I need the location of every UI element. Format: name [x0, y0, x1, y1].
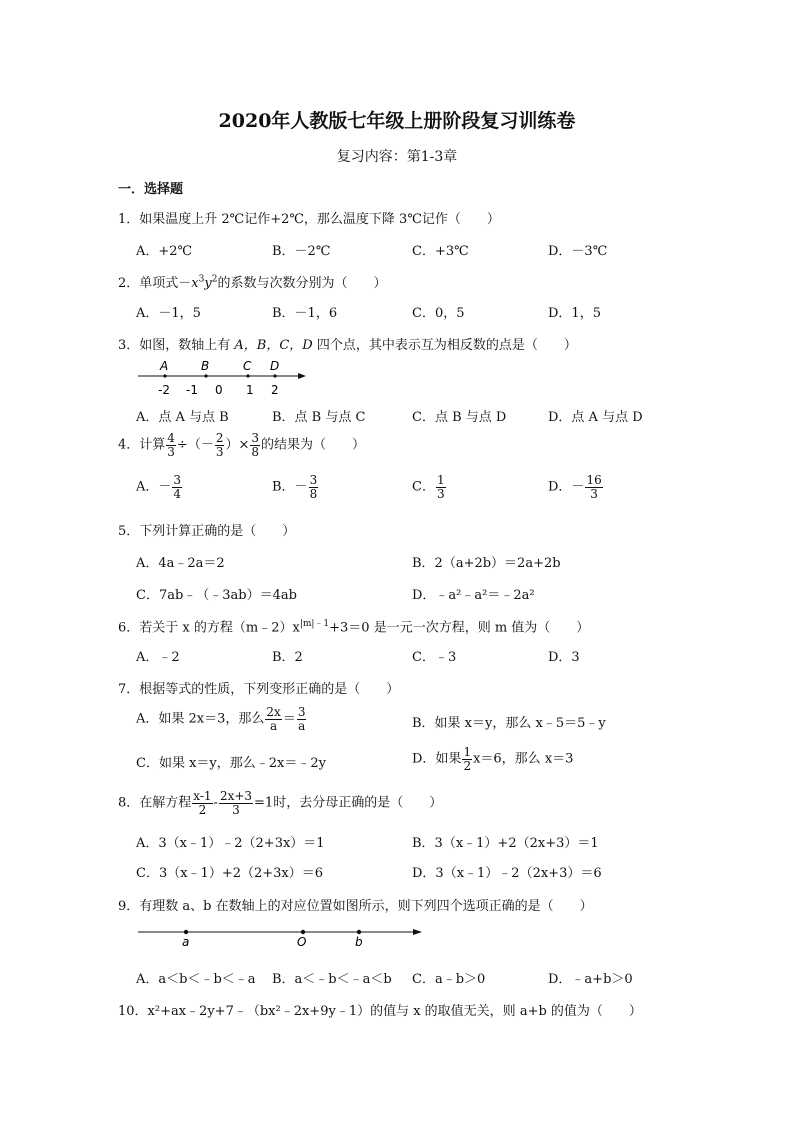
- q7-option-c[interactable]: C．如果 x＝y，那么﹣2x＝﹣2y: [136, 756, 326, 771]
- question-1: 1．如果温度上升 2℃记作+2℃，那么温度下降 3℃记作（ ）: [118, 212, 500, 227]
- q4-option-a[interactable]: A．－ $\frac{3}{4}$: [136, 473, 182, 501]
- q9-label-a: a: [182, 935, 190, 948]
- page-subtitle: 复习内容：第1-3章: [336, 149, 458, 165]
- q2-option-a[interactable]: A．－1，5: [136, 306, 201, 321]
- q8-option-d[interactable]: D．3（x﹣1）﹣2（2x+3）＝6: [412, 866, 602, 881]
- question-8: 8．在解方程 $\frac{x-1}{2}$ - $\frac{2x+3}{3}$ =1时，去分母正确的是（ ）: [118, 789, 443, 817]
- q4-option-d[interactable]: D．－ $\frac{16}{3}$: [548, 473, 602, 501]
- q3-option-d[interactable]: D．点 A 与点 D: [548, 410, 643, 425]
- q3-axis-arrow: [298, 373, 306, 379]
- q3-option-c[interactable]: C．点 B 与点 D: [412, 410, 507, 425]
- q9-axis-arrow: [413, 929, 422, 935]
- q5-option-d[interactable]: D．﹣a²﹣a²＝﹣2a²: [412, 588, 535, 603]
- q1-option-a[interactable]: A．+2℃: [136, 244, 193, 259]
- q3-number-line: [136, 356, 316, 400]
- q9-label-b: b: [355, 935, 363, 948]
- q8-option-b[interactable]: B．3（x﹣1）+2（2x+3）＝1: [412, 836, 599, 851]
- page-title: 2020年人教版七年级上册阶段复习训练卷: [218, 110, 576, 132]
- question-10: 10．x²+ax﹣2y+7﹣（bx²﹣2x+9y﹣1）的值与 x 的取值无关，则 a+b 的值为（ ）: [118, 1004, 642, 1019]
- question-7: 7．根据等式的性质，下列变形正确的是（ ）: [118, 682, 400, 697]
- q3-tick-2: 2: [271, 383, 279, 397]
- q3-point-d: [273, 374, 276, 377]
- q9-option-c[interactable]: C．a﹣b＞0: [412, 972, 486, 987]
- q9-label-o: O: [297, 935, 307, 948]
- q3-option-b[interactable]: B．点 B 与点 C: [272, 410, 366, 425]
- q1-option-b[interactable]: B．－2℃: [272, 244, 331, 259]
- q1-option-d[interactable]: D．－3℃: [548, 244, 608, 259]
- q6-option-d[interactable]: D．3: [548, 650, 580, 665]
- q5-option-a[interactable]: A．4a﹣2a＝2: [136, 556, 225, 571]
- q7-option-b[interactable]: B．如果 x＝y，那么 x﹣5＝5﹣y: [412, 716, 606, 731]
- question-6: 6．若关于 x 的方程$(m﹣2)x^{|m|﹣1}+3=0$ 是一元一次方程，则 m 值为（ ）: [118, 619, 590, 636]
- q3-point-b: [204, 374, 207, 377]
- q1-option-c[interactable]: C．+3℃: [412, 244, 469, 259]
- q2-option-d[interactable]: D．1，5: [548, 306, 601, 321]
- q3-label-c: C: [243, 359, 252, 373]
- question-4: 4．计算 $\frac{4}{3}$ ÷（－ $\frac{2}{3}$ ）× $\frac{3}{8}$ 的结果为（ ）: [118, 431, 366, 459]
- q3-point-a: [163, 374, 166, 377]
- q2-option-b[interactable]: B．－1，6: [272, 306, 338, 321]
- q4-fraction-1: $\frac{4}{3}$: [167, 431, 175, 459]
- question-2: 2．单项式$-x^3y^2$的系数与次数分别为（ ）: [118, 274, 387, 291]
- section-heading: 一．选择题: [118, 182, 184, 197]
- q9-option-b[interactable]: B．a＜﹣b＜﹣a＜b: [272, 972, 392, 987]
- q4-option-b[interactable]: B．－ $\frac{3}{8}$: [272, 473, 318, 501]
- q6-option-a[interactable]: A．﹣2: [136, 650, 180, 665]
- q3-label-d: D: [270, 359, 280, 373]
- q7-option-d[interactable]: D．如果 $\frac{1}{2}$ x＝6，那么 x＝3: [412, 745, 574, 773]
- q5-option-c[interactable]: C．7ab﹣（﹣3ab）＝4ab: [136, 588, 297, 603]
- q3-option-a[interactable]: A．点 A 与点 B: [136, 410, 229, 425]
- q6-option-c[interactable]: C．﹣3: [412, 650, 457, 665]
- q9-option-a[interactable]: A．a＜b＜﹣b＜﹣a: [136, 972, 256, 987]
- q9-option-d[interactable]: D．﹣a+b＞0: [548, 972, 633, 987]
- q4-fraction-2: $\frac{2}{3}$: [215, 431, 224, 459]
- q9-number-line: [136, 922, 428, 948]
- q7-option-a[interactable]: A．如果 2x＝3，那么 $\frac{2x}{a}$ ＝ $\frac{3}{a}$: [136, 705, 306, 733]
- q2-option-c[interactable]: C．0，5: [412, 306, 465, 321]
- q3-point-c: [246, 374, 249, 377]
- q8-option-a[interactable]: A．3（x﹣1）﹣2（2+3x）＝1: [136, 836, 325, 851]
- q3-tick-neg1: -1: [186, 383, 198, 397]
- q5-option-b[interactable]: B．2（a+2b）＝2a+2b: [412, 556, 561, 571]
- q9-point-a: [184, 930, 188, 934]
- q4-option-c[interactable]: C． $\frac{1}{3}$: [412, 473, 445, 501]
- q9-point-o: [301, 930, 305, 934]
- q6-option-b[interactable]: B．2: [272, 650, 303, 665]
- question-5: 5．下列计算正确的是（ ）: [118, 524, 296, 539]
- q9-point-b: [357, 930, 361, 934]
- q3-label-b: B: [201, 359, 210, 373]
- q3-label-a: A: [160, 359, 169, 373]
- q3-tick-0: 0: [215, 383, 223, 397]
- question-3: 3．如图，数轴上有 A，B，C，D 四个点，其中表示互为相反数的点是（ ）: [118, 338, 577, 353]
- q8-option-c[interactable]: C．3（x﹣1）+2（2+3x）＝6: [136, 866, 324, 881]
- q4-fraction-3: $\frac{3}{8}$: [251, 431, 260, 459]
- q3-tick-1: 1: [246, 383, 254, 397]
- question-9: 9．有理数 a、b 在数轴上的对应位置如图所示，则下列四个选项正确的是（ ）: [118, 899, 593, 914]
- q3-tick-neg2: -2: [158, 383, 170, 397]
